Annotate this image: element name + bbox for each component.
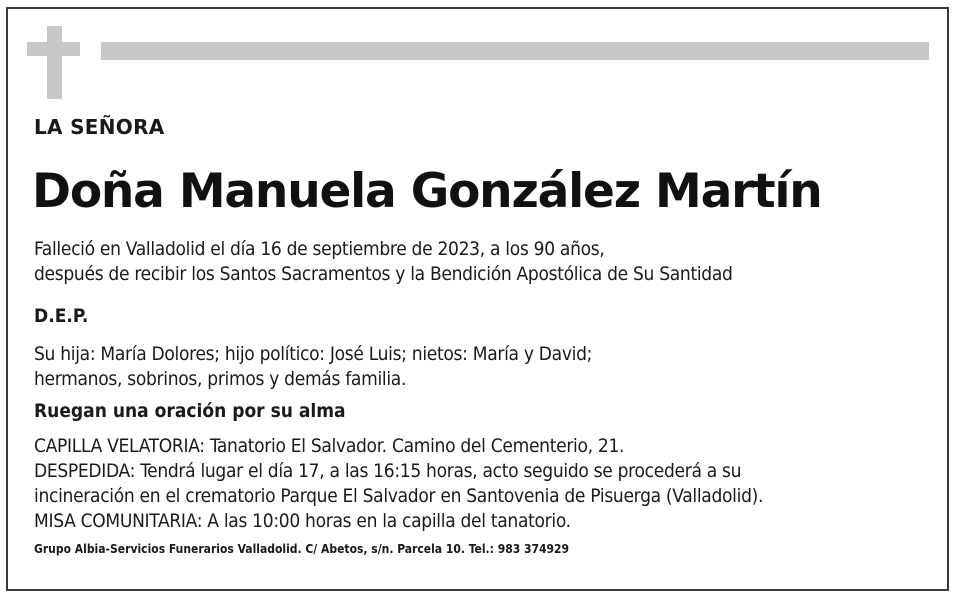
header-rule <box>101 42 929 60</box>
obituary-card <box>6 7 949 591</box>
announcement-line: Falleció en Valladolid el día 16 de septiembre de 2023, a los 90 años, <box>34 238 605 260</box>
funeral-home-footer: Grupo Albia-Servicios Funerarios Valladolid. C/ Abetos, s/n. Parcela 10. Tel.: 983 374929 <box>34 542 570 556</box>
details-line: CAPILLA VELATORIA: Tanatorio El Salvador. Camino del Cementerio, 21. <box>34 435 625 457</box>
family-line: Su hija: María Dolores; hijo político: José Luis; nietos: María y David; <box>34 343 593 365</box>
details-line: DESPEDIDA: Tendrá lugar el día 17, a las 16:15 horas, acto seguido se procederá a su <box>34 460 742 482</box>
family-paragraph <box>34 342 592 392</box>
announcement-line: después de recibir los Santos Sacramentos y la Bendición Apostólica de Su Santidad <box>34 263 733 285</box>
prayer-request: Ruegan una oración por su alma <box>34 400 346 422</box>
details-paragraph <box>34 434 763 534</box>
cross-vertical-bar <box>47 26 62 99</box>
announcement-paragraph <box>34 237 733 287</box>
details-line: MISA COMUNITARIA: A las 10:00 horas en la capilla del tanatorio. <box>34 510 571 532</box>
cross-horizontal-bar <box>27 42 80 56</box>
deceased-name: Doña Manuela González Martín <box>32 164 822 219</box>
title-heading: LA SEÑORA <box>34 115 165 139</box>
rip-label: D.E.P. <box>34 305 89 327</box>
details-line: incineración en el crematorio Parque El Salvador en Santovenia de Pisuerga (Valladolid). <box>34 485 764 507</box>
family-line: hermanos, sobrinos, primos y demás familia. <box>34 368 407 390</box>
